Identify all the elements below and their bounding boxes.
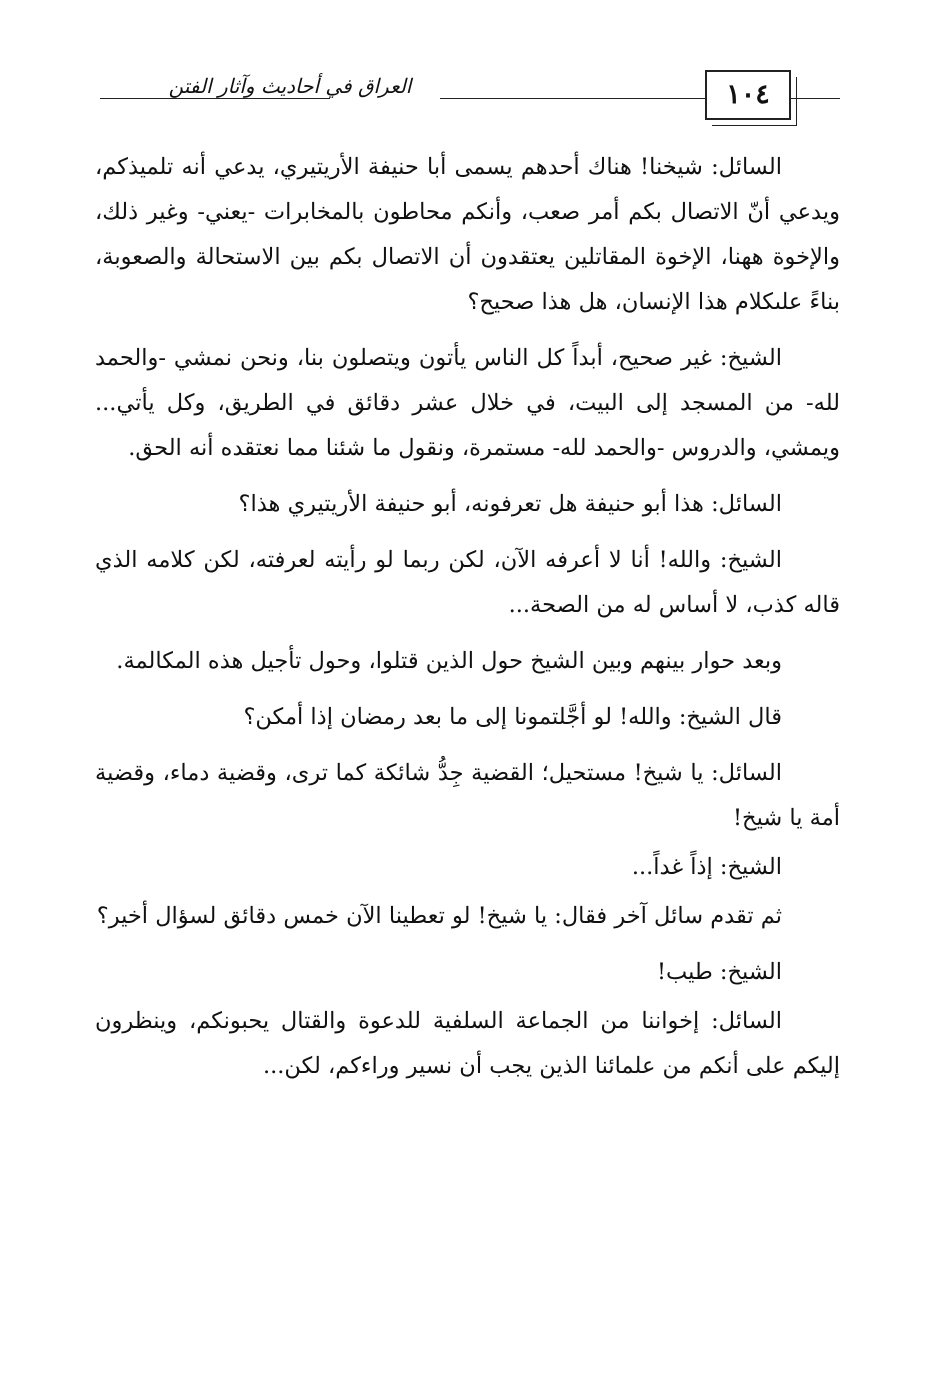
paragraph-question-1: السائل: شيخنا! هناك أحدهم يسمى أبا حنيفة الأريتيري، يدعي أنه تلميذكم، ويدعي أنّ الاتصال بكم أمر صعب، وأنكم محاطون بالمخابرات -يعني- وغير ذلك، والإخوة ههنا، الإخوة المقاتلين يعتقدون أن الاتصال بكم بين الاستحالة والصعوبة، بناءً علىكلام هذا الإنسان، هل هذا صحيح؟ — [95, 154, 840, 315]
paragraph-narration: وبعد حوار بينهم وبين الشيخ حول الذين قتلوا، وحول تأجيل هذه المكالمة. — [116, 648, 782, 674]
paragraph-question-5: السائل: إخواننا من الجماعة السلفية للدعوة والقتال يحبونكم، وينظرون إليكم على أنكم من علمائنا الذين يجب أن نسير وراءكم، لكن... — [95, 1008, 840, 1079]
page-header — [100, 60, 840, 132]
paragraph-question-4: ثم تقدم سائل آخر فقال: يا شيخ! لو تعطينا الآن خمس دقائق لسؤال أخير؟ — [96, 903, 782, 929]
page-number-frame — [705, 70, 791, 120]
paragraph-answer-2: الشيخ: والله! أنا لا أعرفه الآن، لكن ربما لو رأيته لعرفته، لكن كلامه الذي قاله كذب، لا أساس له من الصحة... — [95, 547, 840, 618]
running-title: العراق في أحاديث وآثار الفتن — [168, 74, 412, 98]
page-body — [95, 145, 840, 1100]
paragraph-question-3: السائل: يا شيخ! مستحيل؛ القضية جِدُّ شائكة كما ترى، وقضية دماء، وقضية أمة يا شيخ! — [95, 760, 840, 831]
header-rule-left — [100, 98, 330, 99]
paragraph-answer-4: الشيخ: إذاً غداً... — [631, 854, 782, 880]
page-number: ١٠٤ — [726, 79, 770, 110]
paragraph-question-2: السائل: هذا أبو حنيفة هل تعرفونه، أبو حنيفة الأريتيري هذا؟ — [238, 491, 782, 517]
paragraph-answer-3: قال الشيخ: والله! لو أجَّلتمونا إلى ما بعد رمضان إذا أمكن؟ — [243, 704, 782, 730]
paragraph-answer-5: الشيخ: طيب! — [656, 959, 782, 985]
paragraph-answer-1: الشيخ: غير صحيح، أبداً كل الناس يأتون ويتصلون بنا، ونحن نمشي -والحمد لله- من المسجد إلى البيت، في خلال عشر دقائق في الطريق، وكل يأتي... ويمشي، والدروس -والحمد لله- مستمرة، ونقول ما شئنا مما نعتقده أنه الحق. — [95, 345, 840, 461]
